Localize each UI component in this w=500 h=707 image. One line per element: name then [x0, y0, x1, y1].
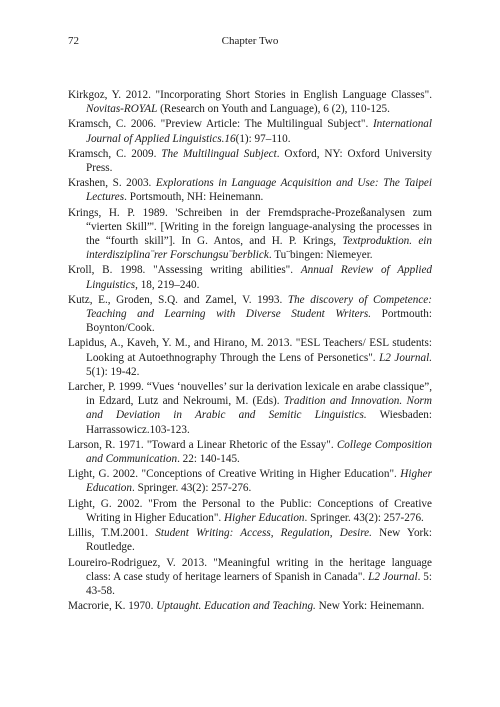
reference-entry — [68, 147, 432, 175]
reference-title: Higher Education — [86, 468, 432, 495]
reference-entry — [68, 206, 432, 263]
reference-text: Kramsch, C. 2006. "Preview Article: The Multilingual Subject". — [68, 118, 373, 131]
reference-text: . Portsmouth, NH: Heinemann. — [124, 191, 264, 204]
reference-title: Tradition and Innovation. Norm and Deviation in Arabic and Semitic Linguistics. — [86, 395, 432, 422]
reference-text: (1): 97–110. — [235, 132, 291, 145]
reference-title: Uptaught. Education and Teaching. — [156, 600, 316, 613]
reference-entry — [68, 117, 432, 145]
reference-text: Kramsch, C. 2009. — [68, 147, 162, 160]
reference-text: Lillis, T.M.2001. — [68, 527, 156, 540]
reference-entry — [68, 467, 432, 495]
reference-text: Larcher, P. 1999. “Vues ‘nouvelles’ sur la derivation lexicale en arabe classique”, in Edzard, Lutz and Nekroumi, M. (Eds). — [68, 381, 432, 408]
reference-text: Krings, H. P. 1989. 'Schreiben in der Fremdsprache-Prozeßanalysen zum “vierten Skill”'. [Writing in the foreign language-analysing the processes in the “fourth skill”]. In G. Antos, and H. P. Krings, — [68, 206, 432, 248]
reference-title: L2 Journal. — [379, 351, 432, 364]
reference-text: Loureiro-Rodriguez, V. 2013. "Meaningful writing in the heritage language class: A case study of heritage learners of Spanish in Canada". — [68, 556, 432, 583]
reference-title: Explorations in Language Acquisition and Use: The Taipei Lectures — [86, 177, 432, 204]
reference-title: L2 Journal — [368, 570, 418, 583]
running-head: Chapter Two — [221, 35, 279, 47]
reference-list — [68, 88, 432, 614]
reference-text: Macrorie, K. 1970. — [68, 600, 157, 613]
reference-entry — [68, 438, 432, 466]
reference-title: The discovery of Competence: Teaching and Learning with Diverse Student Writers. — [86, 293, 432, 321]
reference-entry — [68, 88, 432, 116]
reference-text: Light, G. 2002. "From the Personal to the Public: Conceptions of Creative Writing in Higher Education". — [68, 497, 432, 524]
reference-text: . Springer. 43(2): 257-276. — [304, 511, 424, 524]
reference-title: Student Writing: Access, Regulation, Desire. — [155, 527, 372, 540]
reference-text: Kutz, E., Groden, S.Q. and Zamel, V. 1993. — [68, 293, 288, 306]
reference-text: . 22: 140-145. — [177, 453, 240, 466]
reference-text: . Springer. 43(2): 257-276. — [132, 482, 252, 495]
reference-entry — [68, 497, 432, 525]
reference-entry — [68, 263, 432, 291]
reference-text: Larson, R. 1971. "Toward a Linear Rhetoric of the Essay". — [68, 438, 337, 451]
reference-text: 5(1): 19-42. — [86, 365, 140, 378]
reference-entry — [68, 556, 432, 599]
reference-text: . Tu¨bingen: Niemeyer. — [268, 249, 373, 262]
reference-text: Krashen, S. 2003. — [68, 177, 156, 190]
reference-title: Annual Review of Applied Linguistics — [86, 264, 432, 291]
reference-title: The Multilingual Subject — [161, 147, 277, 160]
reference-text: Lapidus, A., Kaveh, Y. M., and Hirano, M. 2013. "ESL Teachers/ ESL students: Looking at Autoethnography Through the Lens of Personetics". — [68, 337, 432, 364]
reference-text: New York: Heinemann. — [315, 600, 425, 613]
reference-entry — [68, 526, 432, 554]
reference-text: , 18, 219–240. — [135, 278, 200, 291]
reference-text: Portmouth: Boynton/Cook. — [86, 308, 432, 335]
reference-entry — [68, 380, 432, 437]
reference-text: . 5: 43-58. — [86, 570, 432, 597]
reference-text: Wiesbaden: Harrassowicz.103-123. — [86, 409, 432, 436]
reference-text: Kirkgoz, Y. 2012. "Incorporating Short Stories in English Language Classes". — [68, 89, 432, 101]
reference-text: . Oxford, NY: Oxford University Press. — [86, 147, 432, 175]
page-header — [68, 35, 432, 51]
page-number: 72 — [68, 35, 79, 47]
reference-title: Textproduktion. ein interdisziplina¨rer Forschungsu¨berblick — [86, 235, 432, 262]
reference-text: Kroll, B. 1998. "Assessing writing abilities". — [68, 264, 301, 277]
reference-title: College Composition and Communication — [86, 438, 432, 466]
reference-entry — [68, 336, 432, 379]
reference-title: International Journal of Applied Linguistics.16 — [86, 118, 432, 145]
reference-text: New York: Routledge. — [86, 527, 432, 554]
reference-entry — [68, 176, 432, 204]
reference-text: (Research on Youth and Language), 6 (2), 110-125. — [157, 103, 390, 116]
reference-text: Light, G. 2002. "Conceptions of Creative Writing in Higher Education". — [68, 468, 401, 481]
reference-title: Higher Education — [224, 511, 305, 524]
reference-entry — [68, 599, 432, 613]
reference-title: Novitas-ROYAL — [86, 103, 158, 116]
reference-entry — [68, 293, 432, 336]
